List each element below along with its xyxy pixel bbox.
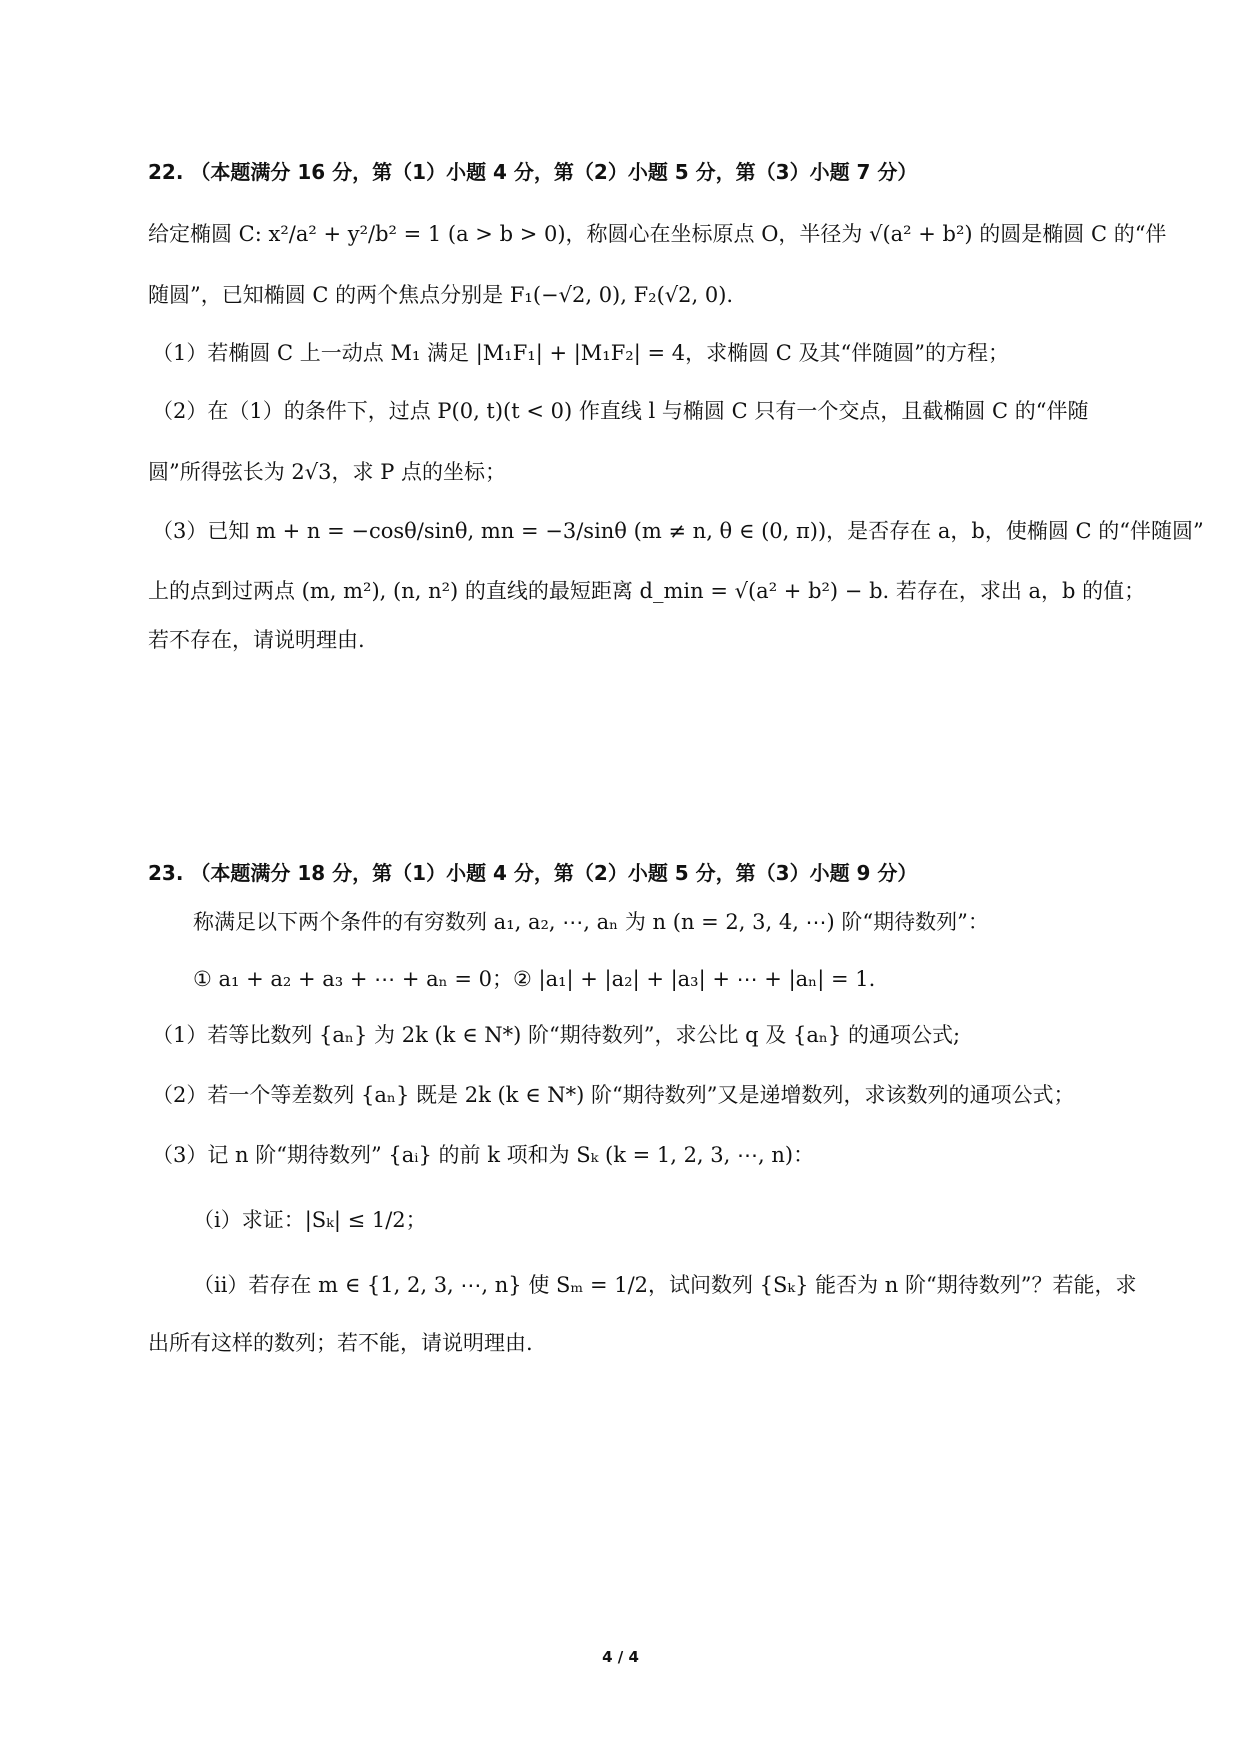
problem-22-intro-line1: 给定椭圆 C: x²/a² + y²/b² = 1 (a > b > 0)，称圆心在坐标原点 O，半径为 √(a² + b²) 的圆是椭圆 C 的“伴 bbox=[148, 222, 1167, 246]
problem-22-heading: 22. （本题满分 16 分，第（1）小题 4 分，第（2）小题 5 分，第（3）小题 7 分） bbox=[148, 160, 918, 184]
problem-23-sub-ii-line2: 出所有这样的数列；若不能，请说明理由. bbox=[148, 1331, 533, 1355]
problem-22-part3-line2: 上的点到过两点 (m, m²), (n, n²) 的直线的最短距离 d_min = √(a² + b²) − b. 若存在，求出 a，b 的值； bbox=[148, 579, 1146, 603]
problem-22-part2-line2: 圆”所得弦长为 2√3，求 P 点的坐标； bbox=[148, 460, 506, 484]
problem-22-part1: （1）若椭圆 C 上一动点 M₁ 满足 |M₁F₁| + |M₁F₂| = 4，求椭圆 C 及其“伴随圆”的方程； bbox=[152, 341, 1009, 365]
page-number: 4 / 4 bbox=[602, 1648, 639, 1666]
problem-23-heading: 23. （本题满分 18 分，第（1）小题 4 分，第（2）小题 5 分，第（3）小题 9 分） bbox=[148, 861, 918, 885]
problem-23-part1: （1）若等比数列 {aₙ} 为 2k (k ∈ N*) 阶“期待数列”，求公比 q 及 {aₙ} 的通项公式; bbox=[152, 1023, 961, 1047]
problem-23-sub-ii-line1: （ii）若存在 m ∈ {1, 2, 3, ⋯, n} 使 Sₘ = 1/2，试问数列 {Sₖ} 能否为 n 阶“期待数列”？若能，求 bbox=[193, 1273, 1137, 1297]
problem-22-intro-line2: 随圆”，已知椭圆 C 的两个焦点分别是 F₁(−√2, 0), F₂(√2, 0). bbox=[148, 283, 734, 307]
problem-23-intro: 称满足以下两个条件的有穷数列 a₁, a₂, ⋯, aₙ 为 n (n = 2, 3, 4, ⋯) 阶“期待数列”： bbox=[193, 910, 989, 934]
problem-22-part3-line1: （3）已知 m + n = −cosθ/sinθ, mn = −3/sinθ (m ≠ n, θ ∈ (0, π))，是否存在 a，b，使椭圆 C 的“伴随圆” bbox=[152, 519, 1204, 543]
problem-22-part3-line3: 若不存在，请说明理由. bbox=[148, 628, 365, 652]
problem-22-part2-line1: （2）在（1）的条件下，过点 P(0, t)(t < 0) 作直线 l 与椭圆 C 只有一个交点，且截椭圆 C 的“伴随 bbox=[152, 399, 1089, 423]
problem-23-sub-i: （i）求证：|Sₖ| ≤ 1/2； bbox=[193, 1208, 427, 1232]
problem-23-conditions: ① a₁ + a₂ + a₃ + ⋯ + aₙ = 0；② |a₁| + |a₂| + |a₃| + ⋯ + |aₙ| = 1. bbox=[193, 967, 876, 991]
problem-23-part2: （2）若一个等差数列 {aₙ} 既是 2k (k ∈ N*) 阶“期待数列”又是递增数列，求该数列的通项公式； bbox=[152, 1083, 1075, 1107]
problem-23-part3: （3）记 n 阶“期待数列” {aᵢ} 的前 k 项和为 Sₖ (k = 1, 2, 3, ⋯, n)： bbox=[152, 1143, 815, 1167]
